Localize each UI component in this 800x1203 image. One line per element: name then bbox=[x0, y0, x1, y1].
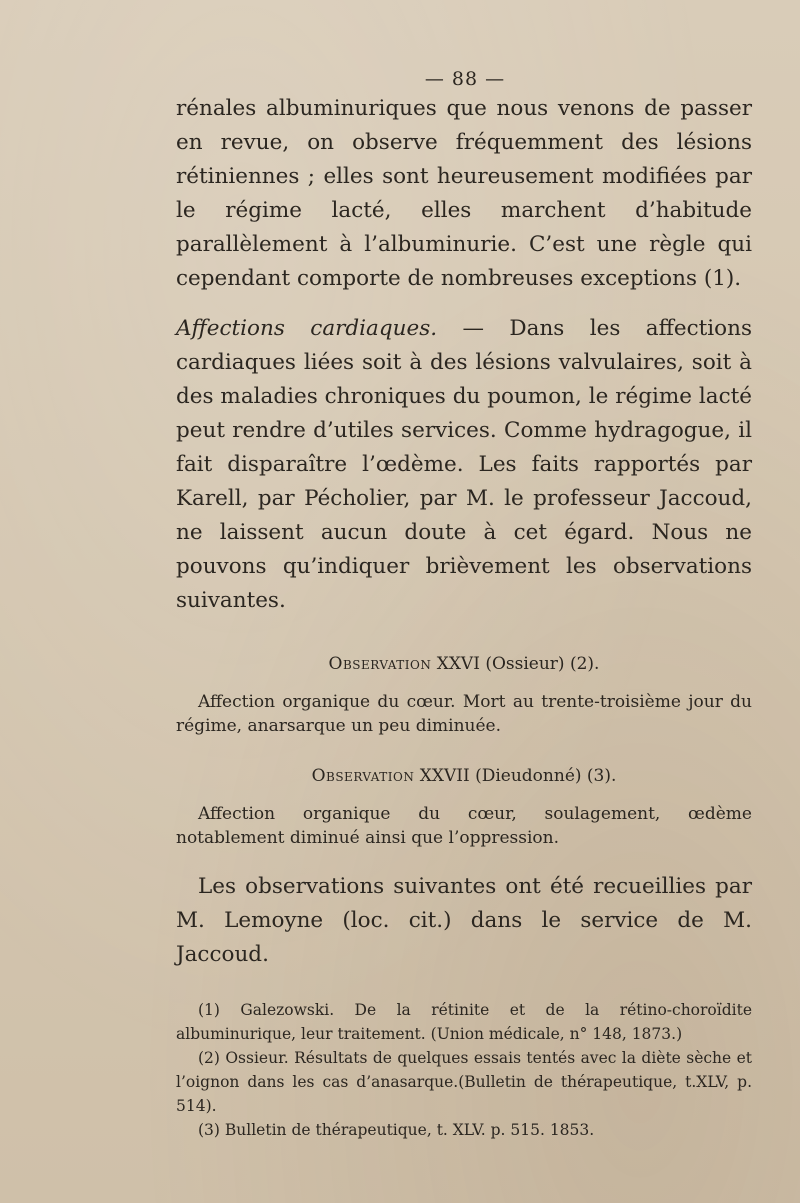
observation-text-26: Affection organique du cœur. Mort au trente-troisième jour du régime, anarsarque un peu diminuée. bbox=[176, 692, 752, 736]
section-title-cardiac: Affections cardiaques. bbox=[176, 316, 438, 341]
observation-heading-26 bbox=[176, 652, 752, 676]
text-body bbox=[176, 92, 752, 1142]
observation-label: Observation bbox=[311, 766, 415, 786]
observation-heading-text: XXVI (Ossieur) (2). bbox=[431, 654, 600, 674]
paragraph-lemoyne-observations: Les observations suivantes ont été recueillies par M. Lemoyne (loc. cit.) dans le service de M. Jaccoud. bbox=[176, 874, 752, 967]
footnotes bbox=[176, 998, 752, 1142]
footnote-2: (2) Ossieur. Résultats de quelques essais tentés avec la diète sèche et l’oignon dans les cas d’anasarque.(Bulletin de thérapeutique, t.XLV, p. 514). bbox=[176, 1049, 752, 1115]
observation-text-27: Affection organique du cœur, soulagement, œdème notablement diminué ainsi que l’oppression. bbox=[176, 804, 752, 848]
footnote-3: (3) Bulletin de thérapeutique, t. XLV. p. 515. 1853. bbox=[198, 1121, 595, 1139]
observation-label: Observation bbox=[328, 654, 432, 674]
paragraph-cardiac-affections bbox=[176, 312, 752, 618]
observation-heading-text: XXVII (Dieudonné) (3). bbox=[414, 766, 617, 786]
footnote-1: (1) Galezowski. De la rétinite et de la rétino-choroïdite albuminurique, leur traitement. (Union médicale, n° 148, 1873.) bbox=[176, 1001, 752, 1043]
page-number: — 88 — bbox=[424, 68, 506, 90]
observation-heading-27 bbox=[176, 764, 752, 788]
paragraph-renal-albuminuria: rénales albuminuriques que nous venons de passer en revue, on observe fréquemment des lésions rétiniennes ; elles sont heureusement modifiées par le régime lacté, elles marchent d’habitude parallèlement à l’albuminurie. C’est une règle qui cependant comporte de nombreuses exceptions (1). bbox=[176, 96, 752, 291]
paragraph-cardiac-text: — Dans les affections cardiaques liées soit à des lésions valvulaires, soit à des maladies chroniques du poumon, le régime lacté peut rendre d’utiles services. Comme hydragogue, il fait disparaître l’œdème. Les faits rapportés par Karell, par Pécholier, par M. le professeur Jaccoud, ne laissent aucun doute à cet égard. Nous ne pouvons qu’indiquer brièvement les observations suivantes. bbox=[176, 316, 752, 613]
